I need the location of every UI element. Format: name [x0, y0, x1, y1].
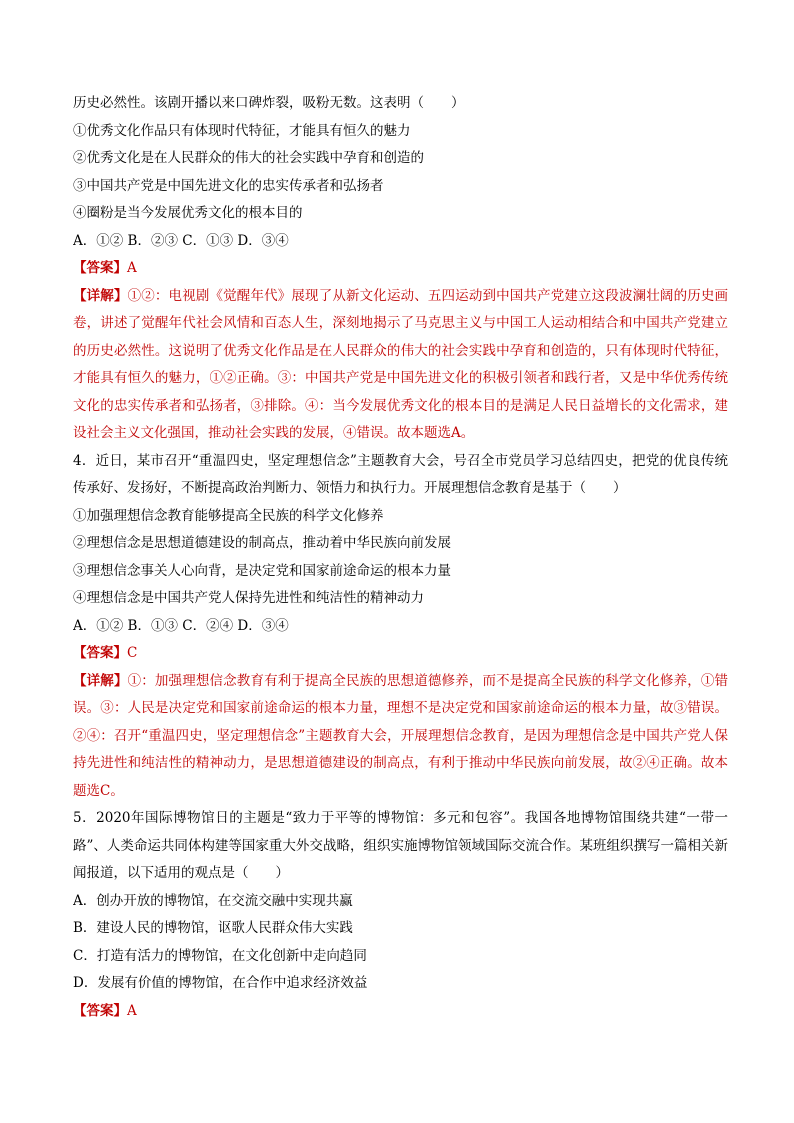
q3-choices: A．①② B．②③ C．①③ D．③④ [73, 232, 289, 249]
q4-answer-line [73, 640, 728, 668]
q4-answer: C [127, 645, 138, 661]
q3-option-2: ②优秀文化是在人民群众的伟大的社会实践中孕育和创造的 [73, 150, 424, 166]
q3-answer-line [73, 255, 728, 283]
q4-stem: 4．近日，某市召开“重温四史，坚定理想信念”主题教育大会，号召全市党员学习总结四史，把党的优良传统传承好、发扬好，不断提高政治判断力、领悟力和执行力。开展理想信念教育是基于（ ） [73, 452, 728, 496]
answer-tag: 【答案】 [73, 645, 127, 661]
detail-tag: 【详解】 [73, 287, 128, 304]
q5-option-d: D．发展有价值的博物馆，在合作中追求经济效益 [73, 975, 368, 991]
q3-answer: A [127, 260, 137, 276]
q3-option-1: ①优秀文化作品只有体现时代特征，才能具有恒久的魅力 [73, 122, 411, 139]
q5-answer-line [73, 998, 728, 1026]
q5-stem: 5．2020年国际博物馆日的主题是“致力于平等的博物馆：多元和包容”。我国各地博物馆围绕共建“一带一路”、人类命运共同体构建等国家重大外交战略，组织实施博物馆领域国际交流合作。某班组织撰写一篇相关新闻报道，以下适用的观点是（ ） [73, 810, 728, 881]
answer-tag: 【答案】 [73, 260, 127, 276]
q3-stem-tail: 历史必然性。该剧开播以来口碑炸裂，吸粉无数。这表明（ ） [73, 95, 465, 111]
answer-tag: 【答案】 [73, 1002, 127, 1019]
q4-option-3: ③理想信念事关人心向背，是决定党和国家前途命运的根本力量 [73, 562, 451, 579]
q4-option-4: ④理想信念是中国共产党人保持先进性和纯洁性的精神动力 [73, 590, 424, 606]
q5-option-b: B．建设人民的博物馆，讴歌人民群众伟大实践 [73, 920, 353, 936]
q3-option-3: ③中国共产党是中国先进文化的忠实传承者和弘扬者 [73, 177, 384, 194]
q4-choices: A．①② B．①③ C．②④ D．③④ [73, 617, 289, 634]
q3-detail [73, 283, 728, 448]
q5-answer: A [127, 1002, 137, 1019]
q4-option-2: ②理想信念是思想道德建设的制高点，推动着中华民族向前发展 [73, 535, 451, 551]
q4-detail-text: ①：加强理想信念教育有利于提高全民族的思想道德修养，而不是提高全民族的科学文化修养，①错误。③：人民是决定党和国家前途命运的根本力量，理想不是决定党和国家前途命运的根本力量，故③错误。②④：召开“重温四史，坚定理想信念”主题教育大会，开展理想信念教育，是因为理想信念是中国共产党人保持先进性和纯洁性的精神动力，是思想道德建设的制高点，有利于推动中华民族向前发展，故②④正确。故本题选C。 [73, 672, 729, 799]
detail-tag: 【详解】 [73, 672, 128, 689]
q5-option-c: C．打造有活力的博物馆，在文化创新中走向趋同 [73, 947, 367, 964]
q4-option-1: ①加强理想信念教育能够提高全民族的科学文化修养 [73, 507, 384, 524]
document-page [73, 90, 728, 1025]
q3-detail-text: ①②：电视剧《觉醒年代》展现了从新文化运动、五四运动到中国共产党建立这段波澜壮阔的历史画卷，讲述了觉醒年代社会风情和百态人生，深刻地揭示了马克思主义与中国工人运动相结合和中国共产党建立的历史必然性。这说明了优秀文化作品是在人民群众的伟大的社会实践中孕育和创造的，只有体现时代特征，才能具有恒久的魅力，①②正确。③：中国共产党是中国先进文化的积极引领者和践行者，又是中华优秀传统文化的忠实传承者和弘扬者，③排除。④：当今发展优秀文化的根本目的是满足人民日益增长的文化需求，建设社会主义文化强国，推动社会实践的发展，④错误。故本题选A。 [73, 287, 729, 441]
q5-option-a: A．创办开放的博物馆，在交流交融中实现共赢 [73, 892, 353, 909]
q4-detail [73, 668, 728, 806]
q3-option-4: ④圈粉是当今发展优秀文化的根本目的 [73, 205, 303, 221]
